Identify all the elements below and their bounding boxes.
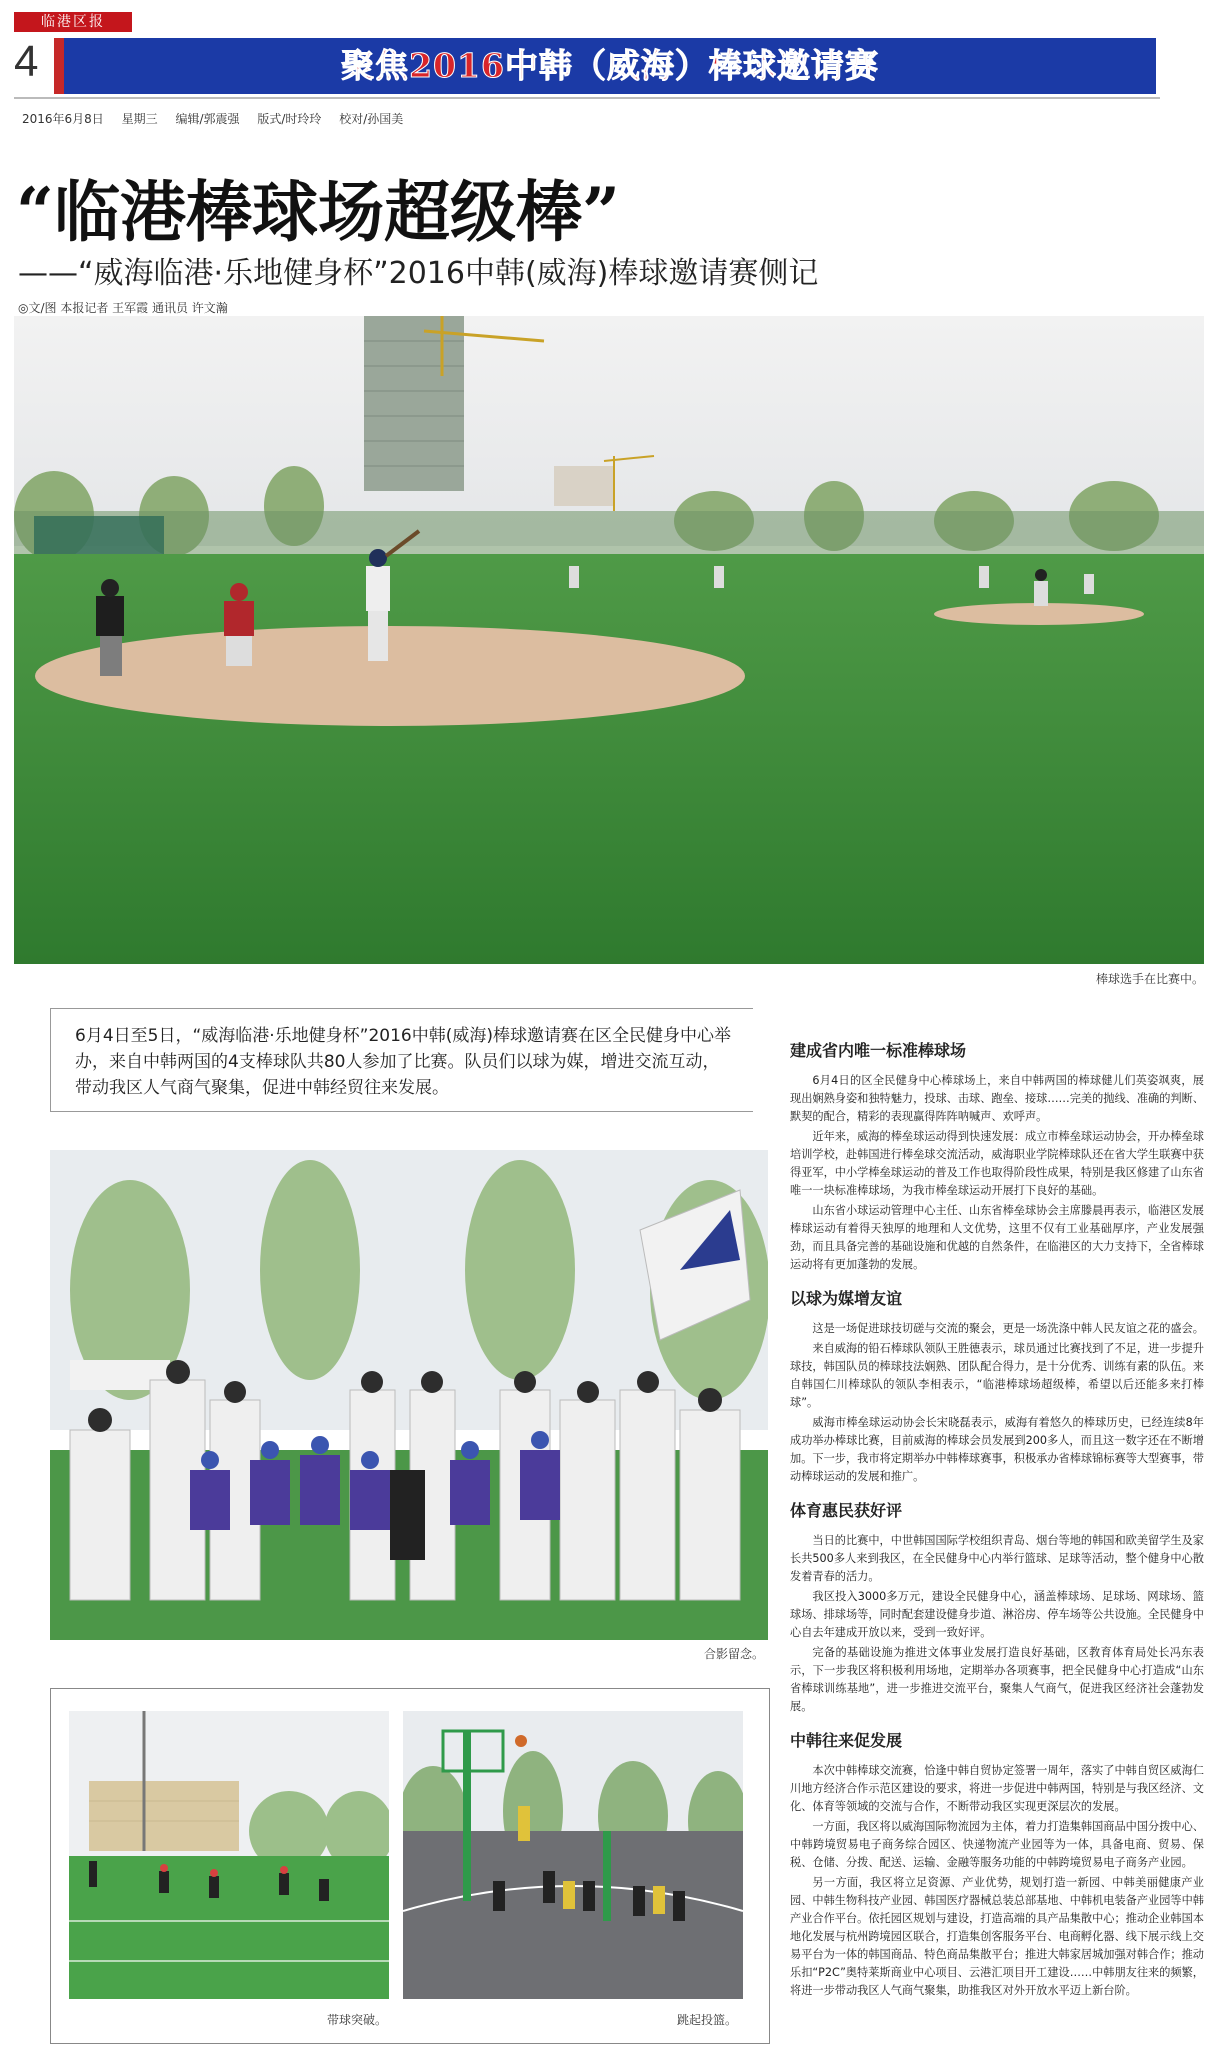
paragraph: 威海市棒垒球运动协会长宋晓磊表示，威海有着悠久的棒球历史，已经连续8年成功举办棒球比赛，目前威海的棒球会员发展到200多人，而且这一数字还在不断增加。下一步，我市将定期举办中韩棒球赛事，积极承办省棒球锦标赛等大型赛事，带动棒球运动的发展和推广。 <box>790 1416 1204 1483</box>
layout-credit: 版式/时玲玲 <box>257 112 322 126</box>
baseball-field-image <box>14 316 1204 964</box>
paragraph: 来自威海的铅石棒球队领队王胜德表示，球员通过比赛找到了不足，进一步提升球技，韩国队员的棒球技法娴熟、团队配合得力，是十分优秀、训练有素的队伍。来自韩国仁川棒球队的领队李相表示，“临港棒球场超级棒，希望以后还能多来打棒球”。 <box>790 1342 1204 1409</box>
section-title: 中韩往来促发展 <box>790 1731 903 1750</box>
headline: “临港棒球场超级棒” <box>16 173 620 251</box>
paragraph: 这是一场促进球技切磋与交流的聚会，更是一场洗涤中韩人民友谊之花的盛会。 <box>812 1322 1204 1335</box>
soccer-image <box>69 1711 389 1999</box>
pitcher-figure <box>1034 569 1048 606</box>
paragraph: 另一方面，我区将立足资源、产业优势，规划打造一新园、中韩美丽健康产业园、中韩生物科技产业园、韩国医疗器械总装总部基地、中韩机电装备产业园等中韩产业合作平台。依托园区规划与建设，打造高端的具产品集散中心；推动企业韩国本地化发展与杭州跨境园区联合，打造集创客服务平台、电商孵化器、线下展示线上交易平台为一体的韩国商品、特色商品集散平台；推进大韩家居城加强对韩合作；推动乐扣“P2C”奥特莱斯商业中心项目、云港汇项目开工建设……中韩朋友往来的频繁，将进一步带动我区人气商气聚集，助推我区对外开放水平迈上新台阶。 <box>790 1876 1204 1997</box>
article-section <box>790 1040 1204 1274</box>
paragraph: 近年来，威海的棒垒球运动得到快速发展：成立市棒垒球运动协会，开办棒垒球培训学校，赴韩国进行棒垒球交流活动，威海职业学院棒球队还在省大学生联赛中获得亚军，中小学棒垒球运动的普及工作也取得阶段性成果，特别是我区修建了山东省唯一一块标准棒球场，为我市棒垒球运动开展打下良好的基础。 <box>790 1130 1204 1197</box>
lead-box <box>50 1008 753 1112</box>
newspaper-logo: 临港区报 <box>14 12 132 32</box>
section-title: 体育惠民获好评 <box>790 1501 903 1520</box>
section-title: 建成省内唯一标准棒球场 <box>790 1041 967 1060</box>
group-photo <box>50 1150 768 1640</box>
section-banner <box>54 38 1156 94</box>
main-photo <box>14 316 1204 964</box>
subheadline: ——“威海临港·乐地健身杯”2016中韩(威海)棒球邀请赛侧记 <box>18 256 819 291</box>
header-rule <box>14 97 1160 99</box>
proofreader-credit: 校对/孙国美 <box>339 112 404 126</box>
lead-paragraph: 6月4日至5日，“威海临港·乐地健身杯”2016中韩(威海)棒球邀请赛在区全民健身中心举办，来自中韩两国的4支棒球队共80人参加了比赛。队员们以球为媒，增进交流互动，带动我区人气商气聚集，促进中韩经贸往来发展。 <box>75 1026 731 1098</box>
article-body-column <box>790 1026 1204 2002</box>
group-photo-caption: 合影留念。 <box>704 1647 765 1661</box>
date: 2016年6月8日 <box>22 112 104 126</box>
basketball-photo-caption: 跳起投篮。 <box>677 2013 738 2027</box>
banner-title: 聚焦2016中韩（威海）棒球邀请赛 <box>341 46 879 85</box>
main-photo-caption: 棒球选手在比赛中。 <box>1096 972 1205 986</box>
section-title: 以球为媒增友谊 <box>790 1289 903 1308</box>
soccer-photo-caption: 带球突破。 <box>327 2013 388 2027</box>
paragraph: 6月4日的区全民健身中心棒球场上，来自中韩两国的棒球健儿们英姿飒爽，展现出娴熟身姿和独特魅力，投球、击球、跑垒、接球……完美的抛线、准确的判断、默契的配合，精彩的表现赢得阵阵呐喊声、欢呼声。 <box>790 1074 1204 1123</box>
paragraph: 一方面，我区将以威海国际物流园为主体，着力打造集韩国商品中国分拨中心、中韩跨境贸易电子商务综合园区、快递物流产业园等为一体，具备电商、贸易、保税、仓储、分拨、配送、运输、金融等服务功能的中韩跨境贸易电子商务产业园。 <box>790 1820 1204 1869</box>
bottom-photo-frame <box>50 1688 770 2044</box>
soccer-photo <box>69 1711 389 1999</box>
weekday: 星期三 <box>121 112 158 126</box>
paragraph: 完备的基础设施为推进文体事业发展打造良好基础，区教育体育局处长冯东表示，下一步我区将积极利用场地，定期举办各项赛事，把全民健身中心打造成“山东省棒球训练基地”，进一步推进交流平台，聚集人气商气，促进我区经济社会蓬勃发展。 <box>790 1646 1204 1713</box>
editor-credit: 编辑/郭震强 <box>175 112 240 126</box>
article-section <box>790 1730 1204 2000</box>
paragraph: 当日的比赛中，中世韩国国际学校组织青岛、烟台等地的韩国和欧美留学生及家长共500多人来到我区，在全民健身中心内举行篮球、足球等活动，整个健身中心散发着青春的活力。 <box>790 1534 1204 1583</box>
byline: ◎文/图 本报记者 王军霞 通讯员 许文瀚 <box>18 301 228 315</box>
dateline <box>22 110 417 127</box>
page-number: 4 <box>14 37 39 86</box>
team-group-image <box>50 1150 768 1640</box>
basketball-photo <box>403 1711 743 1999</box>
article-section <box>790 1288 1204 1486</box>
paragraph: 本次中韩棒球交流赛，恰逢中韩自贸协定签署一周年，落实了中韩自贸区威海仁川地方经济合作示范区建设的要求，将进一步促进中韩两国，特别是与我区经济、文化、体育等领域的交流与合作，不断带动我区实现更深层次的发展。 <box>790 1764 1204 1813</box>
article-section <box>790 1500 1204 1716</box>
paragraph: 山东省小球运动管理中心主任、山东省棒垒球协会主席滕晨再表示，临港区发展棒球运动有着得天独厚的地理和人文优势，这里不仅有工业基础厚序，产业发展强劲，而且具备完善的基础设施和优越的自然条件，在临港区的大力支持下，全省棒球运动将有更加蓬勃的发展。 <box>790 1204 1204 1271</box>
basketball-image <box>403 1711 743 1999</box>
paragraph: 我区投入3000多万元，建设全民健身中心，涵盖棒球场、足球场、网球场、篮球场、排球场等，同时配套建设健身步道、淋浴房、停车场等公共设施。全民健身中心自去年建成开放以来，受到一致好评。 <box>790 1590 1204 1639</box>
